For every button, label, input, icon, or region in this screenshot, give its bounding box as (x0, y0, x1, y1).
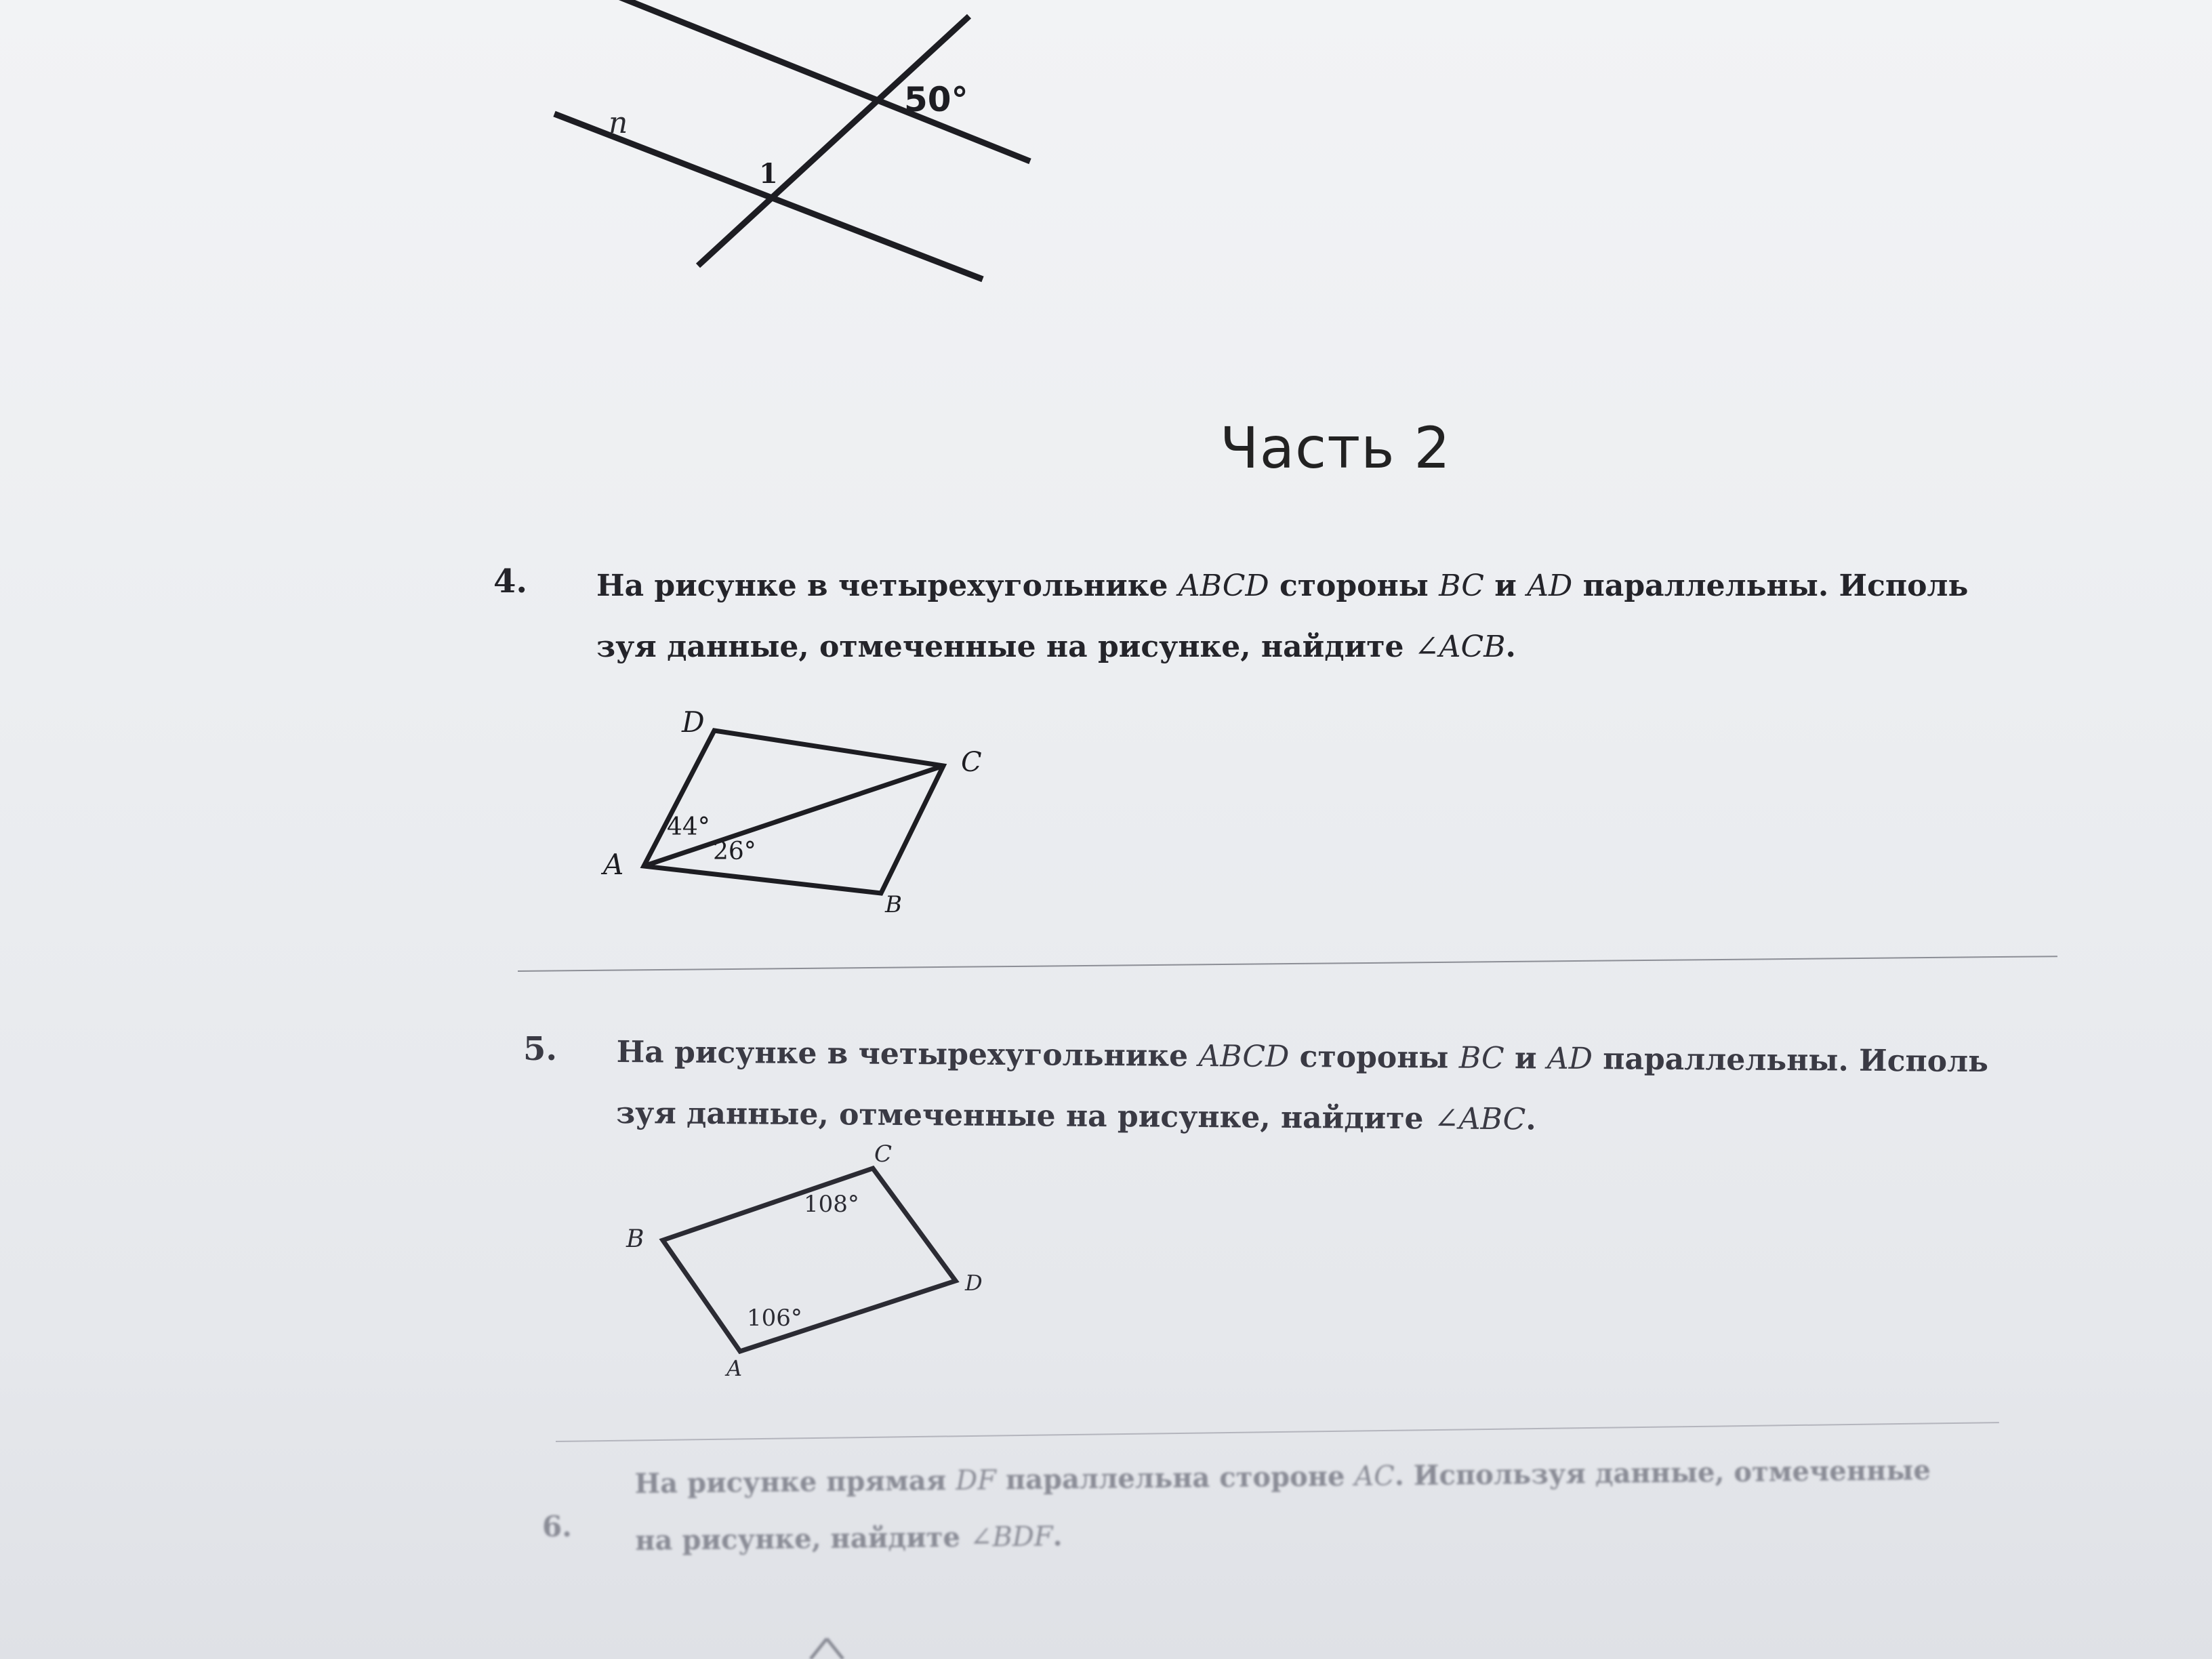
task6-number: 6. (542, 1510, 572, 1543)
task4-line1: На рисунке в четырехугольнике ABCD стороны BC и AD параллельны. Исполь (596, 569, 1969, 603)
task5-vertex-a: A (726, 1355, 743, 1381)
task5-vertex-d: D (965, 1270, 983, 1296)
top-figure-angle-mark: 1 (759, 158, 778, 190)
task5-line1: На рисунке в четырехугольнике ABCD стороны BC и AD параллельны. Исполь (616, 1034, 1989, 1080)
section-title: Часть 2 (1220, 415, 1451, 481)
task4-angle-cab: 26° (713, 838, 756, 865)
task4-line2: зуя данные, отмеченные на рисунке, найдите ∠ACB. (596, 630, 1516, 664)
task4-number: 4. (493, 562, 528, 600)
task4-vertex-c: C (961, 747, 982, 778)
task5-number: 5. (523, 1030, 558, 1068)
top-figure-angle-given: 50° (904, 80, 968, 119)
task4-vertex-a: A (603, 848, 624, 881)
task4-angle-dac: 44° (667, 813, 710, 841)
task4-vertex-d: D (682, 705, 705, 739)
task6-line1: На рисунке прямая DF параллельна стороне AC. Используя данные, отмеченные (634, 1454, 1931, 1500)
task5-angle-a: 106° (747, 1305, 802, 1332)
top-figure-line-label: n (609, 106, 628, 140)
task4-vertex-b: B (885, 891, 902, 918)
task5-angle-c: 108° (804, 1191, 859, 1218)
task6-line2: на рисунке, найдите ∠BDF. (635, 1520, 1063, 1557)
task5-line2: зуя данные, отмеченные на рисунке, найдите ∠ABC. (615, 1095, 1536, 1137)
task5-vertex-b: B (626, 1225, 644, 1253)
task5-vertex-c: C (874, 1141, 893, 1168)
